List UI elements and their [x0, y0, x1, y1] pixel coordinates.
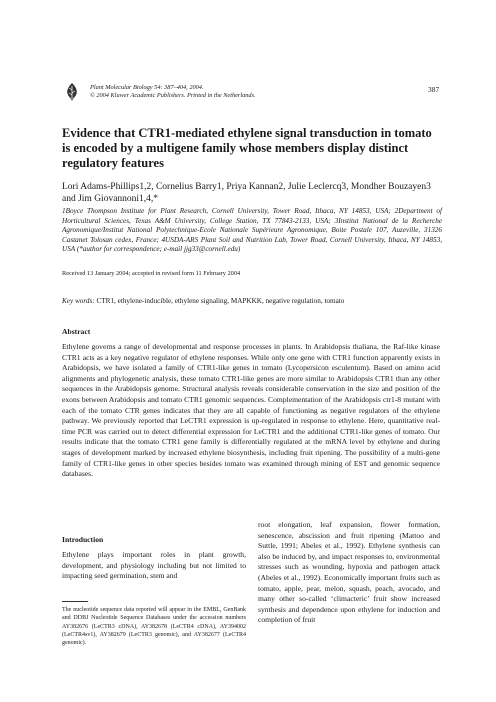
introduction-left-column: Ethylene plays important roles in plant growth, development, and physiology including but not limited to impacting seed germination, stem and [62, 550, 246, 581]
paper-title: Evidence that CTR1-mediated ethylene signal transduction in tomato is encoded by a multigene family whose members display distinct regulatory features [62, 126, 432, 170]
keywords [62, 297, 442, 305]
footnote: The nucleotide sequence data reported will appear in the EMBL, GenBank and DDBJ Nucleotide Sequence Databases under the accession numbers AY382676 (LeCTR3 cDNA), AY382678 (LeCTR4 cDNA), AY394002 (LeCTR4sv1), AY382679 (LeCTR3 genomic), and AY382677 (LeCTR4 genomic). [62, 607, 246, 647]
abstract-text: Ethylene governs a range of developmental and response processes in plants. In Arabidopsis thaliana, the Raf-like kinase CTR1 acts as a key negative regulator of ethylene responses. While only one gene with CTR1 function apparently exists in Arabidopsis, we have isolated a family of CTR1-like genes in tomato (Lycopersicon esculentum). Based on amino acid alignments and phylogenetic analysis, these tomato CTR1-like genes are more similar to Arabidopsis CTR1 than any other sequences in the Arabidopsis genome. Structural analysis reveals considerable conservation in the size and position of the exons between Arabidopsis and tomato CTR1 genomic sequences. Complementation of the Arabidopsis ctr1-8 mutant with each of the tomato CTR genes indicates that they are all capable of functioning as negative regulators of the ethylene pathway. We previously reported that LeCTR1 expression is up-regulated in response to ethylene. Here, quantitative real-time PCR was carried out to detect differential expression for LeCTR1 and the additional CTR1-like genes of tomato. Our results indicate that the tomato CTR1 gene family is differentially regulated at the mRNA level by ethylene and during stages of development marked by increased ethylene biosynthesis, including fruit ripening. The possibility of a multi-gene family of CTR1-like genes in other species besides tomato was examined through mining of EST and genomic sequence databases. [62, 342, 440, 479]
page-number: 387 [428, 85, 440, 94]
received-dates: Received 13 January 2004; accepted in revised form 11 February 2004 [62, 270, 241, 277]
abstract-heading: Abstract [62, 327, 91, 336]
journal-line: Plant Molecular Biology 54: 387–404, 2004. [90, 84, 204, 91]
journal-info [90, 84, 350, 100]
publisher-logo-icon [62, 82, 82, 102]
footnote-rule [62, 601, 88, 602]
introduction-heading: Introduction [62, 535, 104, 544]
affiliations: 1Boyce Thompson Institute for Plant Research, Cornell University, Tower Road, Ithaca, NY 14853, USA; 2Department of Horticultural Sciences, Texas A&M University, College Station, TX 77843-2133, USA; 3Institut National de la Recherche Agronomique/Institut National Polytechnique-Ecole Nationale Supérieure Agronomique, Boite Postale 107, Auzeville, 31326 Castanet Tolosan cedex, France; 4USDA-ARS Plant Soil and Nutrition Lab, Tower Road, Cornell University, Ithaca, NY 14853, USA (*author for correspondence; e-mail jjg33@cornell.edu) [62, 207, 442, 253]
copyright-line: © 2004 Kluwer Academic Publishers. Printed in the Netherlands. [90, 92, 256, 99]
author-list: Lori Adams-Phillips1,2, Cornelius Barry1, Priya Kannan2, Julie Leclercq3, Mondher Bouzayen3 and Jim Giovannoni1,4,* [62, 182, 431, 204]
keywords-list: CTR1, ethylene-inducible, ethylene signaling, MAPKKK, negative regulation, tomato [96, 297, 345, 305]
introduction-right-column: root elongation, leaf expansion, flower formation, senescence, abscission and fruit ripening (Mattoo and Suttle, 1991; Abeles et al., 1992). Ethylene synthesis can also be induced by, and impact responses to, environmental stresses such as wounding, hypoxia and pathogen attack (Abeles et al., 1992). Economically important fruits such as tomato, apple, pear, melon, squash, peach, avocado, and many other so-called ‘climacteric’ fruit show increased synthesis and dependence upon ethylene for induction and completion of fruit [258, 520, 440, 625]
keywords-label: Key words: [62, 297, 95, 305]
